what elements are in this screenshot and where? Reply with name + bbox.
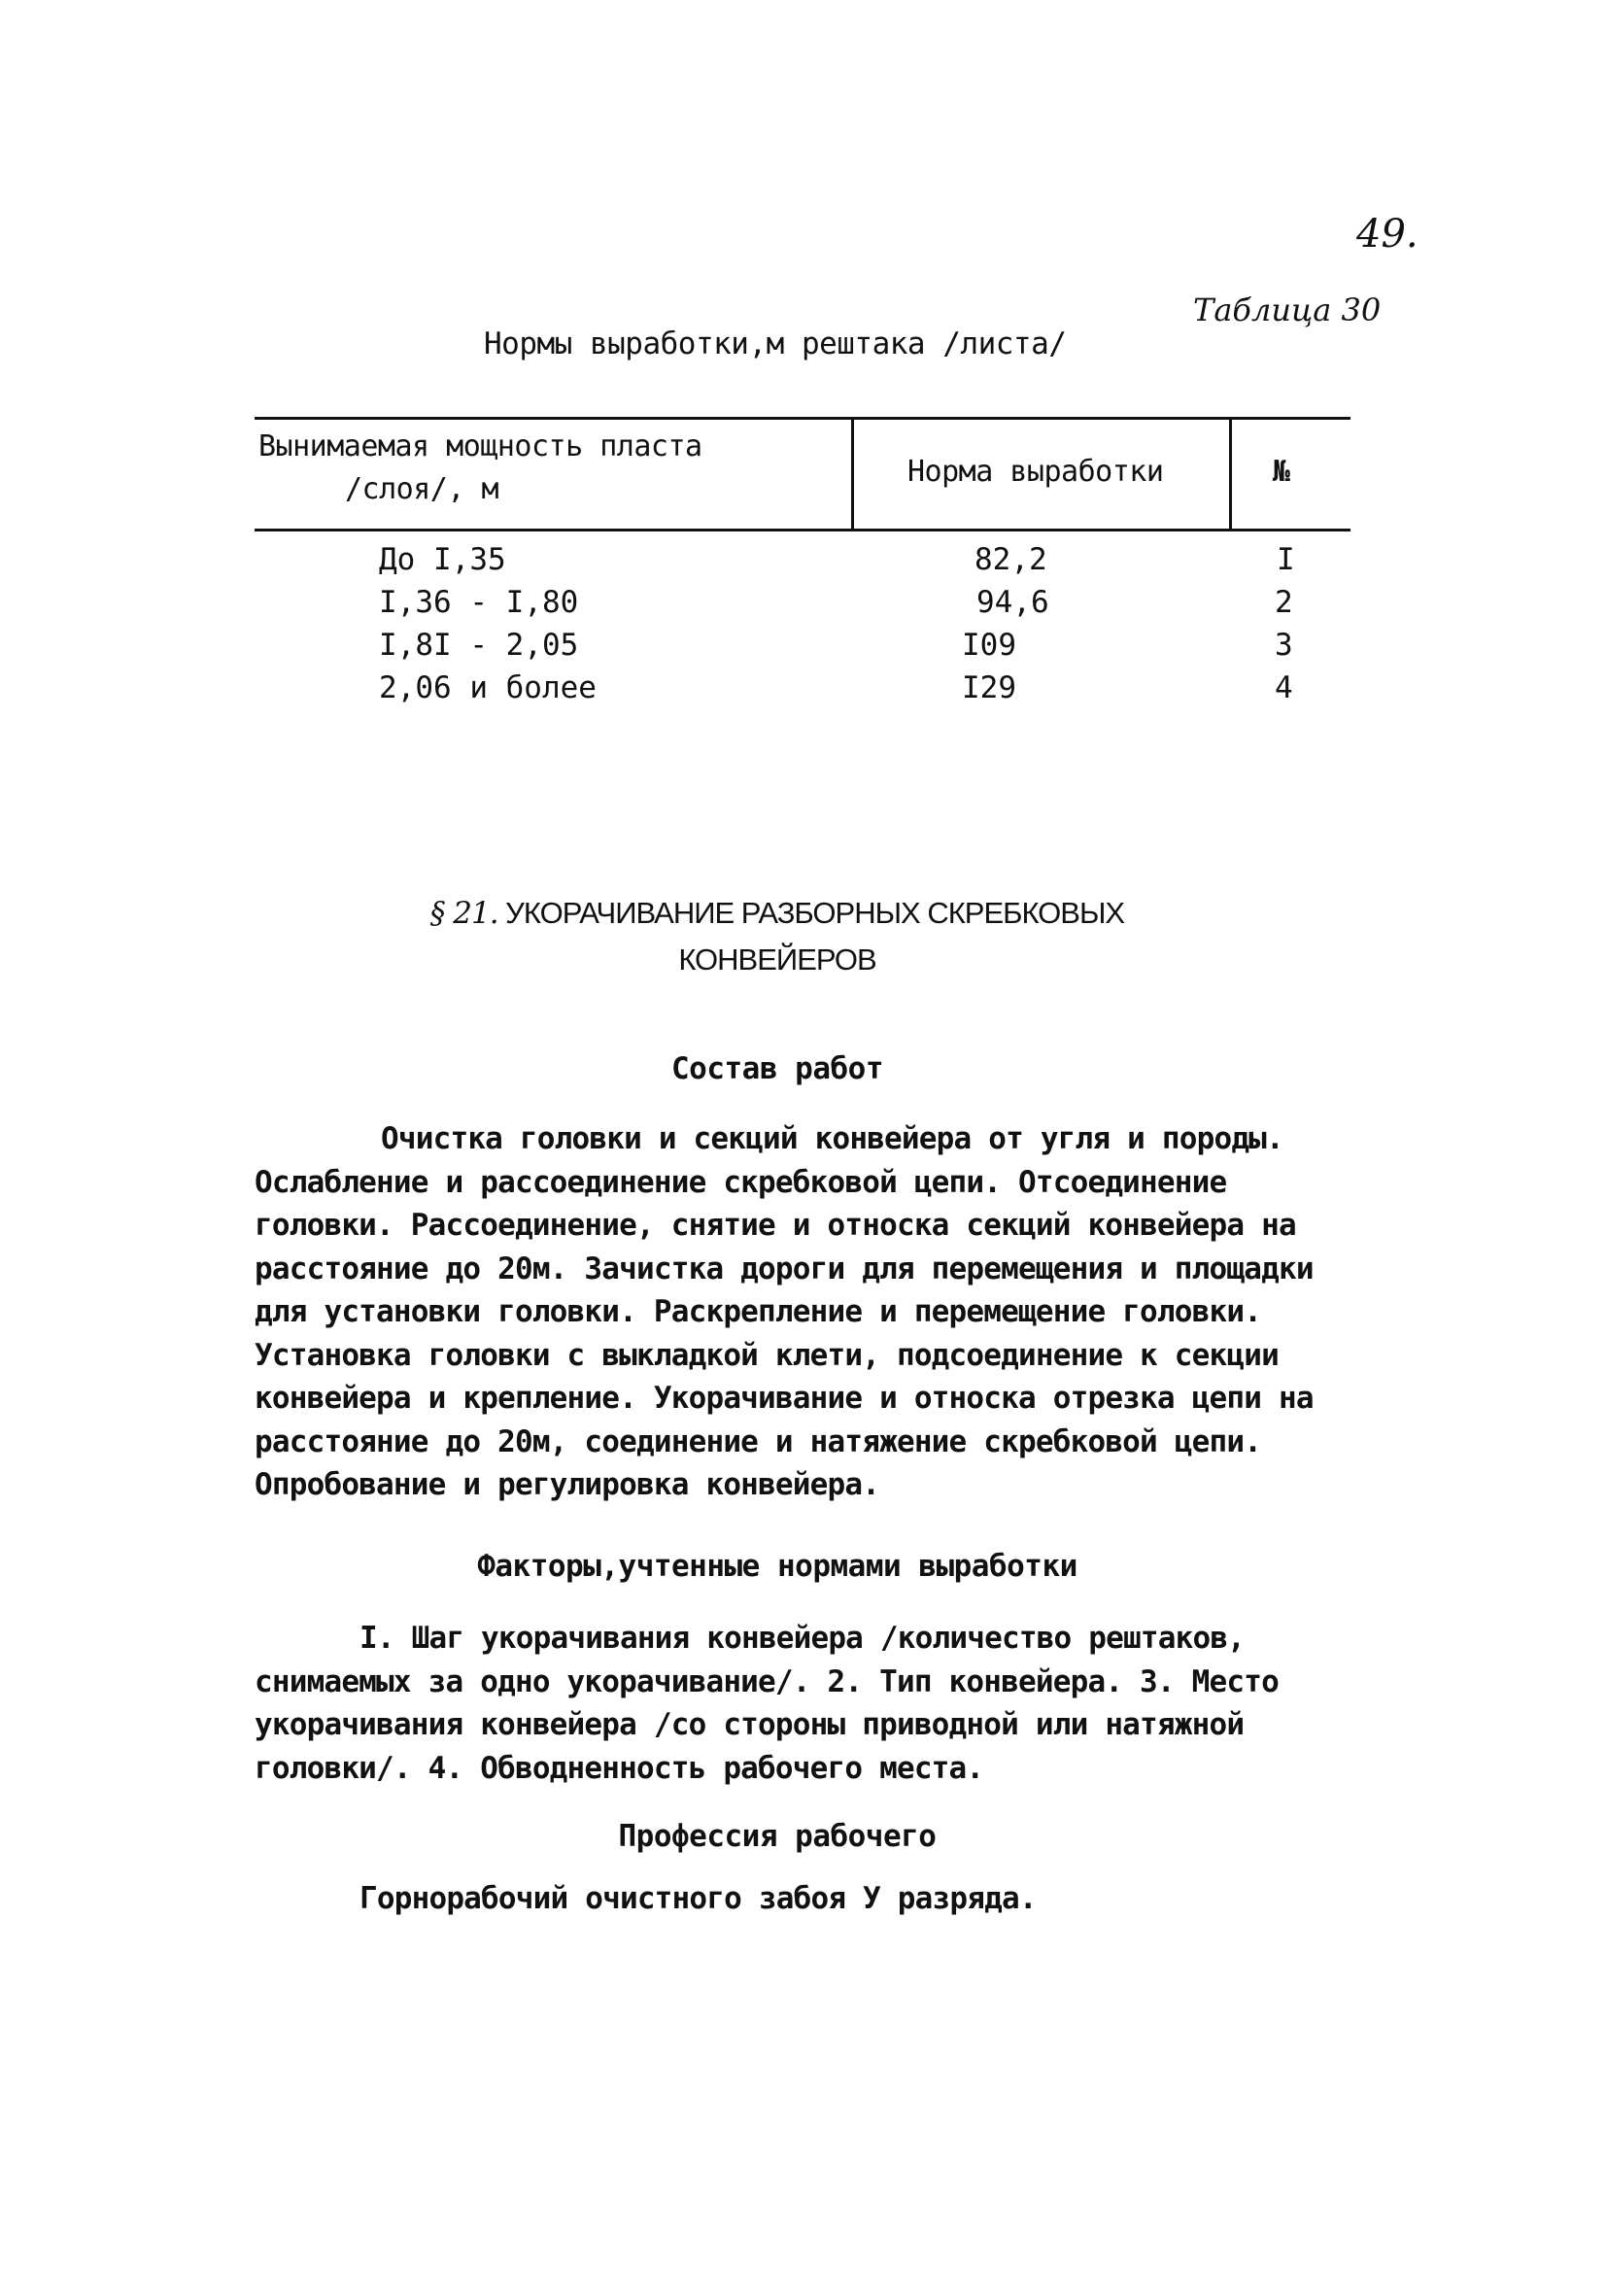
row-norm: 94,6 [976,585,1049,620]
row-number: 2 [1275,585,1293,620]
section-title-line1 [291,890,1263,937]
row-number: 4 [1275,670,1293,705]
paragraph-line: Горнорабочий очистного забоя У разряда. [359,1881,1037,1916]
paragraph-line: Очистка головки и секций конвейера от угля и породы. [381,1121,1283,1156]
table-label: Таблица 30 [1193,291,1382,328]
section-heading [291,890,1263,983]
paragraph-line: I. Шаг укорачивания конвейера /количество рештаков, [359,1621,1246,1656]
work-composition-text [255,1117,1343,1507]
table-top-rule [255,417,1351,420]
row-range: 2,06 и более [379,670,597,705]
header-norm: Норма выработки [907,455,1164,489]
paragraph-line: Установка головки с выкладкой клети, подсоединение к секции [255,1337,1279,1373]
table-column-divider [851,417,854,531]
paragraph-line: головки. Рассоединение, снятие и относка секций конвейера на [255,1208,1296,1243]
profession-heading: Профессия рабочего [618,1819,937,1854]
row-range: I,8I - 2,05 [379,628,579,663]
paragraph-line: Ослабление и рассоединение скребковой цепи. Отсоединение [255,1164,1227,1200]
header-thickness-line1: Вынимаемая мощность пласта [258,429,702,463]
profession-text [359,1877,1448,1921]
paragraph-line: конвейера и крепление. Укорачивание и относка отрезка цепи на [255,1381,1314,1416]
header-number: № [1273,455,1290,489]
factors-text [255,1617,1343,1790]
paragraph-line: снимаемых за одно укорачивание/. 2. Тип конвейера. 3. Место [255,1663,1279,1699]
header-thickness-line2: /слоя/, м [345,472,499,506]
row-norm: 82,2 [974,542,1047,577]
row-number: I [1277,542,1295,577]
paragraph-line: расстояние до 20м. Зачистка дороги для перемещения и площадки [255,1251,1314,1286]
paragraph-line: расстояние до 20м, соединение и натяжение скребковой цепи. [255,1423,1262,1459]
section-title-line2: КОНВЕЙЕРОВ [678,942,876,977]
work-composition-heading: Состав работ [671,1051,883,1086]
table-header-rule [255,529,1351,531]
section-number: § 21. [429,896,498,931]
section-title-text: УКОРАЧИВАНИЕ РАЗБОРНЫХ СКРЕБКОВЫХ [505,896,1125,930]
row-number: 3 [1275,628,1293,663]
row-range: До I,35 [379,542,506,577]
row-norm: I29 [962,670,1016,705]
row-norm: I09 [962,628,1016,663]
table-column-divider [1229,417,1232,531]
paragraph-line: Опробование и регулировка конвейера. [255,1467,880,1502]
row-range: I,36 - I,80 [379,585,579,620]
factors-heading: Факторы,учтенные нормами выработки [477,1549,1077,1584]
paragraph-line: укорачивания конвейера /со стороны приводной или натяжной [255,1707,1245,1742]
page-number: 49. [1356,212,1419,257]
paragraph-line: для установки головки. Раскрепление и перемещение головки. [255,1294,1262,1329]
paragraph-line: головки/. 4. Обводненность рабочего места. [255,1750,984,1786]
table-title: Нормы выработки,м рештака /листа/ [484,326,1067,361]
